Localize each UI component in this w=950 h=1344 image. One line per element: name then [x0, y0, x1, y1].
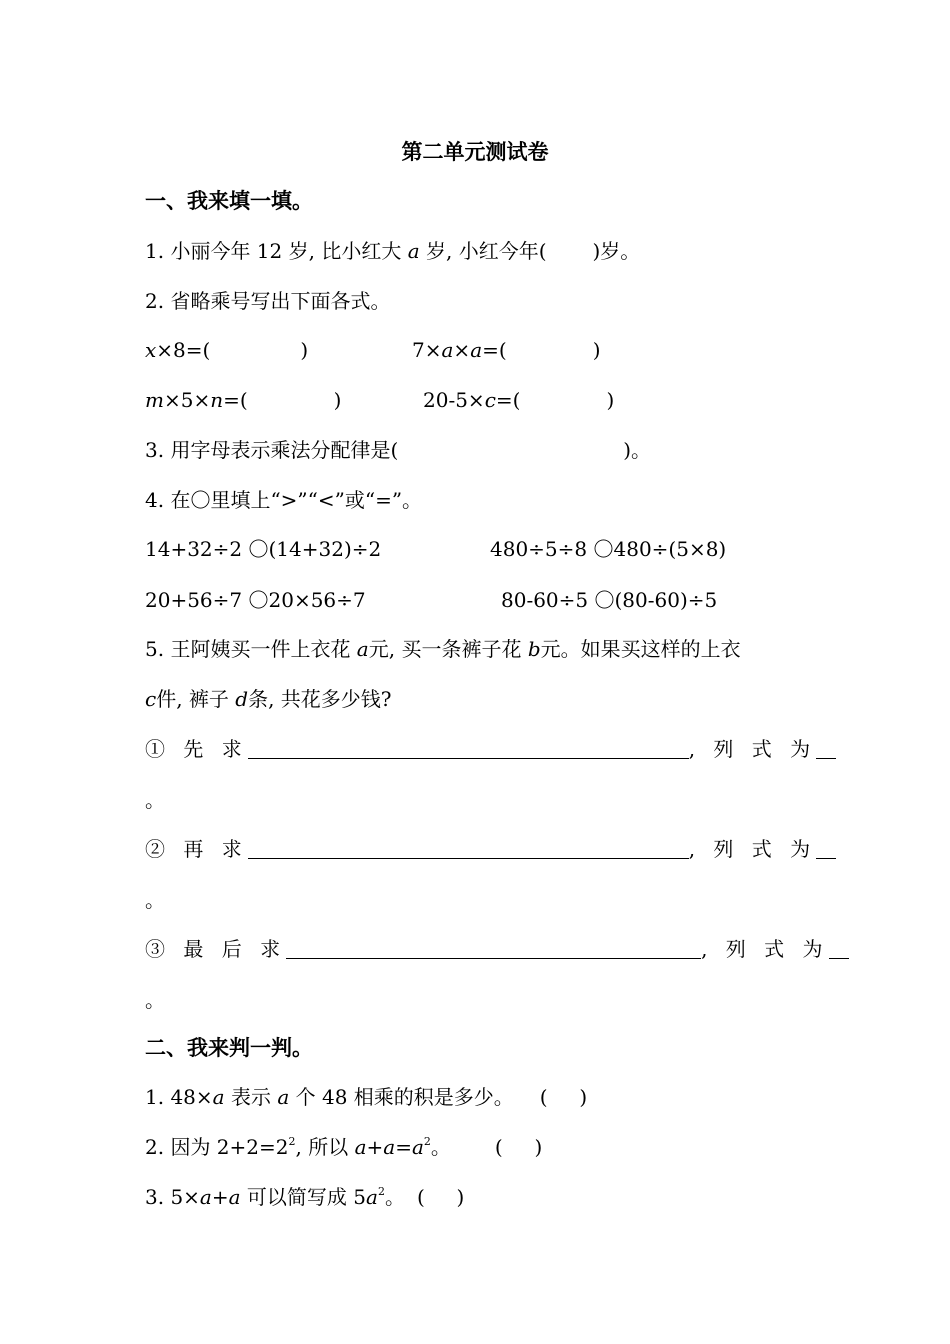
q2e2-post: =( [482, 338, 507, 362]
j2-pre: 2. 因为 2+2=2 [145, 1135, 289, 1159]
question-4-label: 4. 在〇里填上“>”“<”或“=”。 [145, 488, 423, 512]
q2e3-close: ) [333, 388, 342, 412]
q2e1-text: ×8=( [156, 338, 211, 362]
j2-exponent-2: 2 [423, 1135, 431, 1148]
q2e2-mid: × [453, 338, 471, 362]
q5-var-b: b [527, 637, 541, 661]
q3-text-post: )。 [623, 438, 652, 462]
q5-step-1-end: 。 [145, 788, 165, 812]
j1-mid: 表示 [224, 1085, 278, 1109]
j1-var1: a [212, 1085, 225, 1109]
q5-text-d: 件, 裤子 [156, 687, 236, 711]
q2e1-variable: x [145, 338, 157, 362]
j1-var2: a [277, 1085, 290, 1109]
q5-var-c: c [145, 687, 157, 711]
q2e3-var2: n [210, 388, 224, 412]
q2e1-close: ) [300, 338, 309, 362]
judge-1 [145, 1083, 587, 1111]
q3-text-pre: 3. 用字母表示乘法分配律是( [145, 438, 399, 462]
j2-equals: = [395, 1135, 412, 1159]
q5-step1-label: ① 先 求 [145, 737, 248, 761]
q5-text-a: 5. 王阿姨买一件上衣花 [145, 637, 357, 661]
q5-text-c: 元。如果买这样的上衣 [540, 637, 741, 661]
page-title: 第二单元测试卷 [401, 139, 549, 164]
q2-expression-2 [412, 336, 601, 364]
q2-expression-4 [423, 386, 614, 414]
j2-exponent: 2 [288, 1135, 296, 1148]
q2e2-pre: 7× [412, 338, 442, 362]
q5-step2-label: ② 再 求 [145, 837, 248, 861]
q4-compare-2[interactable]: 480÷5÷8 〇480÷(5×8) [490, 537, 727, 561]
q2-expression-1 [145, 336, 308, 364]
j2-var1: a [354, 1135, 367, 1159]
j2-var3: a [411, 1135, 424, 1159]
q1-text-post: )岁。 [592, 239, 641, 263]
j3-exponent: 2 [377, 1185, 385, 1198]
j3-pre: 3. 5× [145, 1185, 200, 1209]
question-5-line-1 [145, 635, 741, 663]
question-3 [145, 436, 651, 464]
q5-text-b: 元, 买一条裤子花 [368, 637, 528, 661]
q5-step3-blank[interactable] [286, 938, 701, 959]
q2e3-post: =( [223, 388, 248, 412]
q5-step3-formula-blank[interactable] [829, 938, 849, 959]
j1-post: 个 48 相乘的积是多少。 [289, 1085, 514, 1109]
q2e3-var1: m [145, 388, 164, 412]
question-5-line-2 [145, 685, 392, 713]
j3-answer-bracket[interactable]: ( ) [416, 1185, 465, 1209]
j3-var3: a [366, 1185, 378, 1209]
j1-answer-bracket[interactable]: ( ) [539, 1085, 588, 1109]
q2e2-close: ) [592, 338, 601, 362]
q5-step3-formula: , 列 式 为 [701, 937, 829, 961]
q5-step-1 [145, 735, 836, 763]
j2-var2: a [383, 1135, 396, 1159]
question-2-label: 2. 省略乘号写出下面各式。 [145, 289, 391, 313]
question-1 [145, 237, 640, 265]
q4-compare-3[interactable]: 20+56÷7 〇20×56÷7 [145, 588, 366, 612]
q2e4-pre: 20-5× [423, 388, 485, 412]
q5-step2-blank[interactable] [248, 838, 689, 859]
q5-step-3 [145, 935, 849, 963]
q4-compare-1[interactable]: 14+32÷2 〇(14+32)÷2 [145, 537, 382, 561]
q1-text-mid: 岁, 小红今年( [419, 239, 547, 263]
q2-expression-3 [145, 386, 341, 414]
q5-step2-formula-blank[interactable] [816, 838, 836, 859]
j3-plus: + [211, 1185, 229, 1209]
q5-var-d: d [235, 687, 249, 711]
q2e4-var: c [484, 388, 496, 412]
j2-plus: + [366, 1135, 384, 1159]
q2e2-var1: a [441, 338, 454, 362]
q5-step-2 [145, 835, 836, 863]
q2e2-var2: a [470, 338, 483, 362]
j2-mid: , 所以 [295, 1135, 355, 1159]
q5-step1-formula-blank[interactable] [816, 738, 836, 759]
q5-step1-blank[interactable] [248, 738, 689, 759]
q2e4-close: ) [606, 388, 615, 412]
j1-pre: 1. 48× [145, 1085, 213, 1109]
q1-variable: a [407, 239, 420, 263]
q5-var-a: a [356, 637, 369, 661]
j2-post: 。 [430, 1135, 451, 1159]
q5-step-2-end: 。 [145, 888, 165, 912]
j2-answer-bracket[interactable]: ( ) [494, 1135, 543, 1159]
j3-mid: 可以简写成 5 [240, 1185, 367, 1209]
q5-step3-label: ③ 最 后 求 [145, 937, 287, 961]
section-1-heading: 一、我来填一填。 [145, 188, 313, 213]
q5-step1-formula: , 列 式 为 [688, 737, 817, 761]
j3-post: 。 [384, 1185, 405, 1209]
j3-var2: a [228, 1185, 241, 1209]
judge-3 [145, 1183, 464, 1211]
q1-text-pre: 1. 小丽今年 12 岁, 比小红大 [145, 239, 408, 263]
q2e3-mid: ×5× [163, 388, 211, 412]
q2e4-post: =( [495, 388, 521, 412]
j3-var1: a [199, 1185, 212, 1209]
q4-compare-4[interactable]: 80-60÷5 〇(80-60)÷5 [501, 588, 718, 612]
q5-step-3-end: 。 [145, 988, 165, 1012]
q5-step2-formula: , 列 式 为 [688, 837, 817, 861]
section-2-heading: 二、我来判一判。 [145, 1035, 313, 1060]
judge-2 [145, 1133, 542, 1161]
q5-text-e: 条, 共花多少钱? [248, 687, 392, 711]
